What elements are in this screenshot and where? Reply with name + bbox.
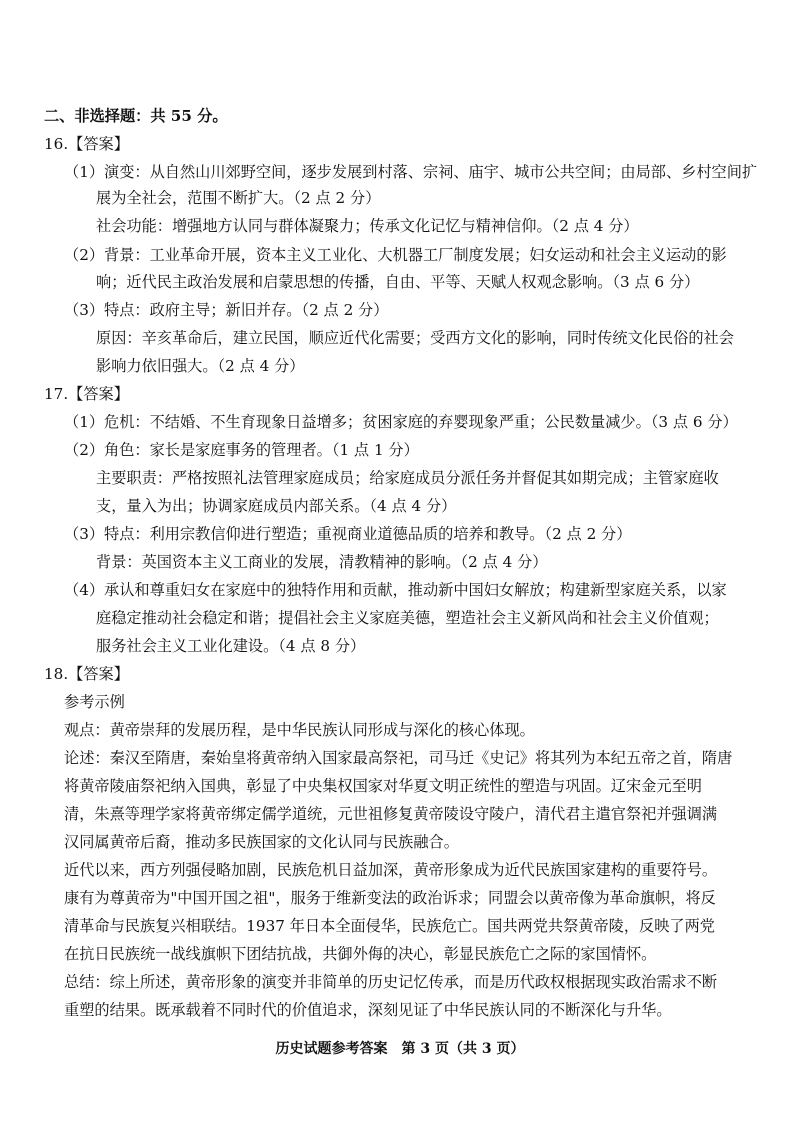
- q18-argument-line1: 论述：秦汉至隋唐，秦始皇将黄帝纳入国家最高祭祀，司马迁《史记》将其列为本纪五帝之首，隋唐: [64, 749, 733, 767]
- q18-heading: 18.【答案】: [44, 665, 129, 683]
- q16-p2-line2: 响；近代民主政治发展和启蒙思想的传播，自由、平等、天赋人权观念影响。（3 点 6 分）: [96, 273, 700, 291]
- q18-argument-line2: 将黄帝陵庙祭祀纳入国典，彰显了中央集权国家对华夏文明正统性的塑造与巩固。辽宋金元至明: [64, 777, 702, 795]
- q17-p4-line3: 服务社会主义工业化建设。（4 点 8 分）: [96, 637, 366, 655]
- q18-example-label: 参考示例: [64, 693, 125, 711]
- q16-p1-line3: 社会功能：增强地方认同与群体凝聚力；传承文化记忆与精神信仰。（2 点 4 分）: [96, 217, 639, 235]
- q18-argument-line3: 清，朱熹等理学家将黄帝绑定儒学道统，元世祖修复黄帝陵设守陵户，清代君主遣官祭祀并强调满: [64, 805, 718, 823]
- q18-modern-line1: 近代以来，西方列强侵略加剧，民族危机日益加深，黄帝形象成为近代民族国家建构的重要符号。: [64, 861, 718, 879]
- q18-viewpoint: 观点：黄帝崇拜的发展历程，是中华民族认同形成与深化的核心体现。: [64, 721, 535, 739]
- q16-p3-line2: 原因：辛亥革命后，建立民国，顺应近代化需要；受西方文化的影响，同时传统文化民俗的社会: [96, 329, 734, 347]
- q18-argument-line4: 汉同属黄帝后裔，推动多民族国家的文化认同与民族融合。: [64, 833, 459, 851]
- q17-p3-line2: 背景：英国资本主义工商业的发展，清教精神的影响。（2 点 4 分）: [96, 553, 548, 571]
- q17-p4-line1: （4）承认和尊重妇女在家庭中的独特作用和贡献，推动新中国妇女解放；构建新型家庭关系，以家: [64, 581, 727, 599]
- q17-heading: 17.【答案】: [44, 385, 129, 403]
- q17-p1-line1: （1）危机：不结婚、不生育现象日益增多；贫困家庭的弃婴现象严重；公民数量减少。（3 点 6 分）: [64, 413, 738, 431]
- q16-p1-line1: （1）演变：从自然山川郊野空间，逐步发展到村落、宗祠、庙宇、城市公共空间；由局部、乡村空间扩: [64, 163, 758, 181]
- q16-p2-line1: （2）背景：工业革命开展，资本主义工业化、大机器工厂制度发展；妇女运动和社会主义运动的影: [64, 246, 727, 264]
- q18-modern-line4: 在抗日民族统一战线旗帜下团结抗战，共御外侮的决心，彰显民族危亡之际的家国情怀。: [64, 945, 657, 963]
- page-footer: 历史试题参考答案 第 3 页（共 3 页）: [275, 1041, 525, 1057]
- q16-heading: 16.【答案】: [44, 135, 129, 153]
- q18-summary-line2: 重塑的结果。既承载着不同时代的价值追求，深刻见证了中华民族认同的不断深化与升华。: [64, 1001, 672, 1019]
- q17-p4-line2: 庭稳定推动社会稳定和谐；提倡社会主义家庭美德，塑造社会主义新风尚和社会主义价值观；: [96, 609, 719, 627]
- q18-summary-line1: 总结：综上所述，黄帝形象的演变并非简单的历史记忆传承，而是历代政权根据现实政治需求不断: [64, 973, 718, 991]
- q16-p3-line3: 影响力依旧强大。（2 点 4 分）: [96, 357, 305, 375]
- q16-p1-line2: 展为全社会，范围不断扩大。（2 点 2 分）: [96, 189, 381, 207]
- q17-p3-line1: （3）特点：利用宗教信仰进行塑造；重视商业道德品质的培养和教导。（2 点 2 分）: [64, 525, 632, 543]
- q18-modern-line2: 康有为尊黄帝为"中国开国之祖"，服务于维新变法的政治诉求；同盟会以黄帝像为革命旗帜，将反: [64, 889, 716, 907]
- q18-modern-line3: 清革命与民族复兴相联结。1937 年日本全面侵华，民族危亡。国共两党共祭黄帝陵，反映了两党: [64, 917, 715, 935]
- q17-p2-line1: （2）角色：家长是家庭事务的管理者。（1 点 1 分）: [64, 441, 419, 459]
- q16-p3-line1: （3）特点：政府主导；新旧并存。（2 点 2 分）: [64, 301, 389, 319]
- section-heading: 二、非选择题：共 55 分。: [44, 107, 228, 125]
- q17-p2-line2: 主要职责：严格按照礼法管理家庭成员；给家庭成员分派任务并督促其如期完成；主管家庭收: [96, 469, 719, 487]
- q17-p2-line3: 支，量入为出；协调家庭成员内部关系。（4 点 4 分）: [96, 497, 457, 515]
